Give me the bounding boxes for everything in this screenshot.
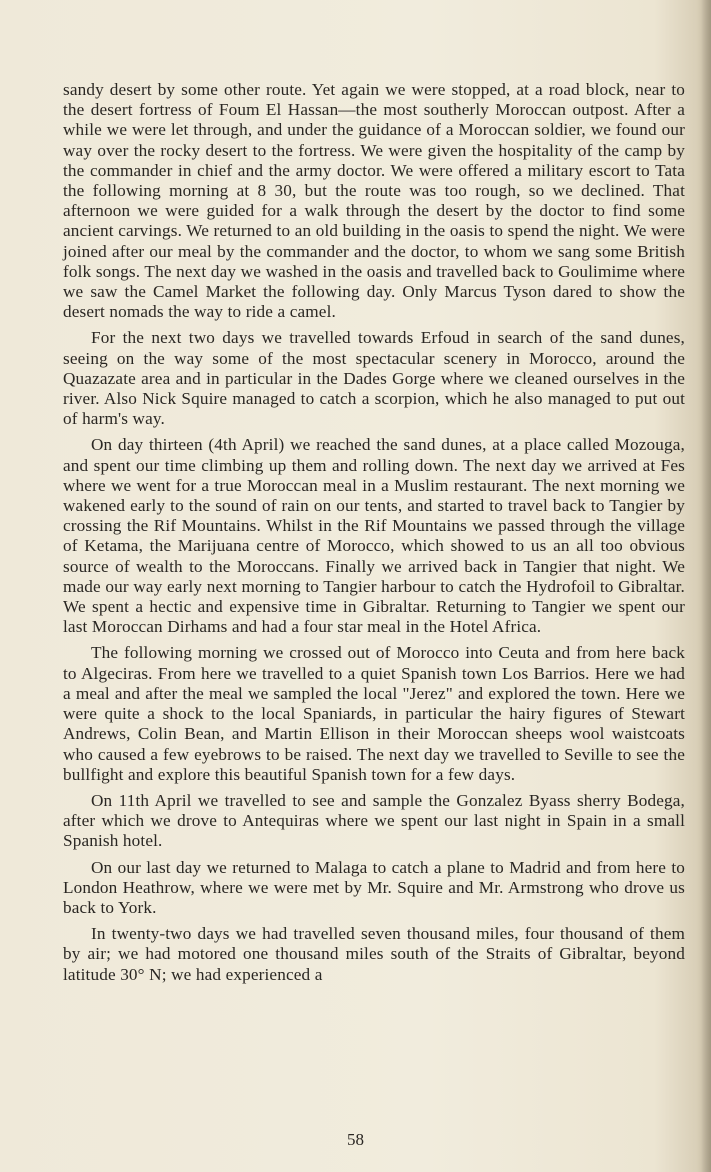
paragraph-summary: In twenty-two days we had travelled seven thousand miles, four thousand of them by air; we had motored one thousand miles south of the Straits of Gibraltar, beyond latitude 30° N; we had experienced a: [63, 924, 685, 984]
page-edge-shadow: [701, 0, 711, 1172]
paragraph-erfoud-dunes: For the next two days we travelled towards Erfoud in search of the sand dunes, seeing on the way some of the most spectacular scenery in Morocco, around the Quazazate area and in particular in the Dades Gorge where we cleaned ourselves in the river. Also Nick Squire managed to catch a scorpion, which he also managed to put out of harm's way.: [63, 328, 685, 429]
body-text: [63, 80, 685, 991]
paragraph-sherry-bodega: On 11th April we travelled to see and sample the Gonzalez Byass sherry Bodega, after which we drove to Antequiras where we spent our last night in Spain in a small Spanish hotel.: [63, 790, 685, 851]
page-number: 58: [347, 1130, 364, 1149]
paragraph-return-home: On our last day we returned to Malaga to catch a plane to Madrid and from here to London Heathrow, where we were met by Mr. Squire and Mr. Armstrong who drove us back to York.: [63, 857, 685, 917]
paragraph-desert-fortress: sandy desert by some other route. Yet again we were stopped, at a road block, near to the desert fortress of Foum El Hassan—the most southerly Moroccan outpost. After a while we were let through, and under the guidance of a Moroccan soldier, we found our way over the rocky desert to the fortress. We were given the hospitality of the camp by the commander in chief and the army doctor. We were offered a military escort to Tata the following morning at 8 30, but the route was too rough, so we declined. That afternoon we were guided for a walk through the desert by the doctor to find some ancient carvings. We returned to an old building in the oasis to spend the night. We were joined after our meal by the commander and the doctor, to whom we sang some British folk songs. The next day we washed in the oasis and travelled back to Goulimime where we saw the Camel Market the following day. Only Marcus Tyson dared to show the desert nomads the way to ride a camel.: [63, 80, 685, 322]
paragraph-ceuta-spain: The following morning we crossed out of Morocco into Ceuta and from here back to Algeciras. From here we travelled to a quiet Spanish town Los Barrios. Here we had a meal and after the meal we sampled the local "Jerez" and explored the town. Here we were quite a shock to the local Spaniards, in particular the hairy figures of Stewart Andrews, Colin Bean, and Martin Ellison in their Moroccan sheeps wool waistcoats who caused a few eyebrows to be raised. The next day we travelled to Seville to see the bullfight and explore this beautiful Spanish town for a few days.: [63, 643, 685, 784]
paragraph-mozouga-fes-tangier: On day thirteen (4th April) we reached the sand dunes, at a place called Mozouga, and spent our time climbing up them and rolling down. The next day we arrived at Fes where we went for a true Moroccan meal in a Muslim restaurant. The next morning we wakened early to the sound of rain on our tents, and started to travel back to Tangier by crossing the Rif Mountains. Whilst in the Rif Mountains we passed through the village of Ketama, the Marijuana centre of Morocco, which showed to us an all too obvious source of wealth to the Moroccans. Finally we arrived back in Tangier that night. We made our way early next morning to Tangier harbour to catch the Hydrofoil to Gibraltar. We spent a hectic and expensive time in Gibraltar. Returning to Tangier we spent our last Moroccan Dirhams and had a four star meal in the Hotel Africa.: [63, 435, 685, 637]
